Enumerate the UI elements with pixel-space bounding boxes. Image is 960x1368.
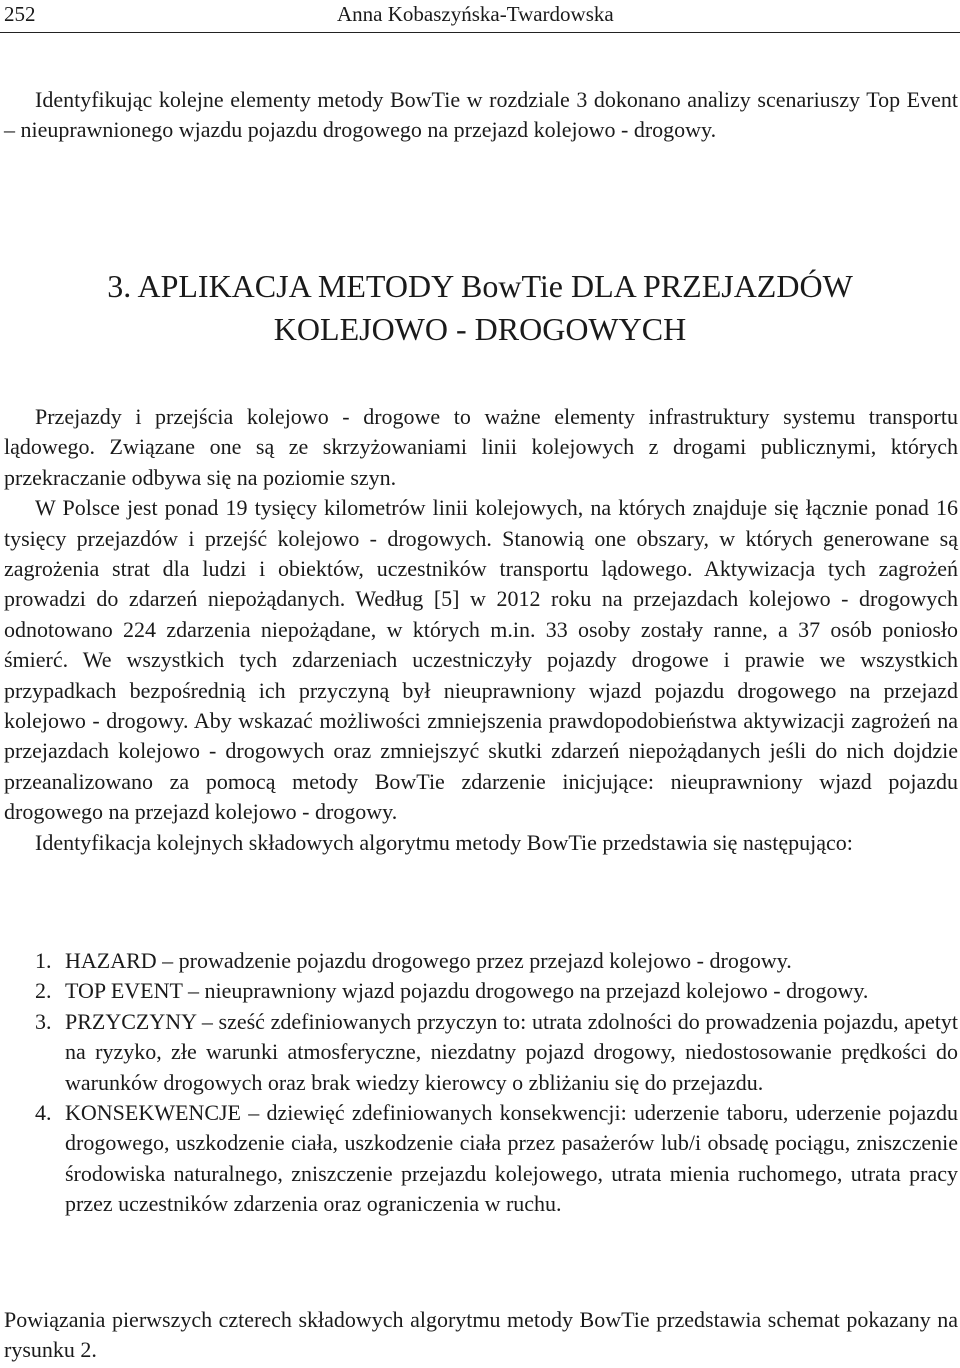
paragraph (4, 493, 958, 827)
list-item (0, 1098, 960, 1220)
list-number: 4. (35, 1100, 52, 1126)
running-header-author: Anna Kobaszyńska-Twardowska (337, 2, 614, 26)
paragraph (4, 828, 958, 858)
section-heading-line-1: 3. APLIKACJA METODY BowTie DLA PRZEJAZDÓW (107, 268, 853, 304)
list-item-text: TOP EVENT – nieuprawniony wjazd pojazdu drogowego na przejazd kolejowo - drogowy. (65, 978, 869, 1004)
paragraph-text: Przejazdy i przejścia kolejowo - drogowe to ważne elementy infrastruktury systemu transportu lądowego. Związane one są ze skrzyżowaniami linii kolejowych z drogami publicznymi, których przekraczanie odbywa się na poziomie szyn. (4, 404, 958, 490)
section-body (4, 402, 958, 858)
paragraph-text: W Polsce jest ponad 19 tysięcy kilometrów linii kolejowych, na których znajduje się łącznie ponad 16 tysięcy przejazdów i przejść kolejowo - drogowych. Stanowią one obszary, w których generowane są zagrożenia strat dla ludzi i obiektów, uczestników transportu lądowego. Aktywizacja tych zagrożeń prowadzi do zdarzeń niepożądanych. Według [5] w 2012 roku na przejazdach kolejowo - drogowych odnotowano 224 zdarzenia niepożądane, w których m.in. 33 osoby zostały ranne, a 37 osób poniosło śmierć. We wszystkich tych zdarzeniach uczestniczyły pojazdy drogowe i prawie we wszystkich przypadkach bezpośrednią ich przyczyną był nieuprawniony wjazd pojazdu drogowego na przejazd kolejowo - drogowy. Aby wskazać możliwości zmniejszenia prawdopodobieństwa aktywizacji zagrożeń na przejazdach kolejowo - drogowych oraz zmniejszyć skutki zdarzeń niepożądanych jeśli do nich dojdzie przeanalizowano za pomocą metody BowTie zdarzenie inicjujące: nieuprawniony wjazd pojazdu drogowego na przejazd kolejowo - drogowy. (4, 495, 958, 825)
list-number: 1. (35, 948, 52, 973)
list-number: 3. (35, 1008, 52, 1034)
paragraph-text: Identyfikacja kolejnych składowych algorytmu metody BowTie przedstawia się następująco: (35, 829, 853, 855)
running-header (0, 0, 960, 33)
list-item (0, 1007, 960, 1098)
list-number: 2. (35, 978, 52, 1004)
paragraph (4, 402, 958, 493)
intro-paragraph (4, 85, 958, 146)
list-item (0, 976, 960, 1006)
section-heading (0, 265, 960, 351)
list-item-text: PRZYCZYNY – sześć zdefiniowanych przyczyn to: utrata zdolności do prowadzenia pojazdu, apetyt na ryzyko, złe warunki atmosferyczne, niezdatny pojazd drogowy, niedostosowanie prędkości do warunków drogowych oraz brak wiedzy kierowcy o zbliżaniu się do przejazdu. (65, 1008, 958, 1095)
closing-paragraph-text: Powiązania pierwszych czterech składowych algorytmu metody BowTie przedstawia schemat pokazany na rysunku 2. (4, 1307, 958, 1363)
list-item-text: HAZARD – prowadzenie pojazdu drogowego przez przejazd kolejowo - drogowy. (65, 948, 792, 973)
closing-paragraph (4, 1305, 958, 1366)
bowtie-components-list (0, 946, 960, 1220)
page-number: 252 (4, 2, 36, 26)
list-item-text: KONSEKWENCJE – dziewięć zdefiniowanych konsekwencji: uderzenie taboru, uderzenie pojazdu drogowego, uszkodzenie ciała, uszkodzenie ciała przez pasażerów lub/i obsadę pociągu, zniszczenie środowiska naturalnego, zniszczenie przejazdu kolejowego, utrata mienia ruchomego, utrata pracy przez uczestników zdarzenia oraz ograniczenia w ruchu. (65, 1100, 958, 1217)
intro-paragraph-text: Identyfikując kolejne elementy metody BowTie w rozdziale 3 dokonano analizy scenariuszy Top Event – nieuprawnionego wjazdu pojazdu drogowego na przejazd kolejowo - drogowy. (4, 87, 958, 143)
section-heading-line-2: KOLEJOWO - DROGOWYCH (273, 311, 687, 347)
list-item (0, 946, 960, 976)
